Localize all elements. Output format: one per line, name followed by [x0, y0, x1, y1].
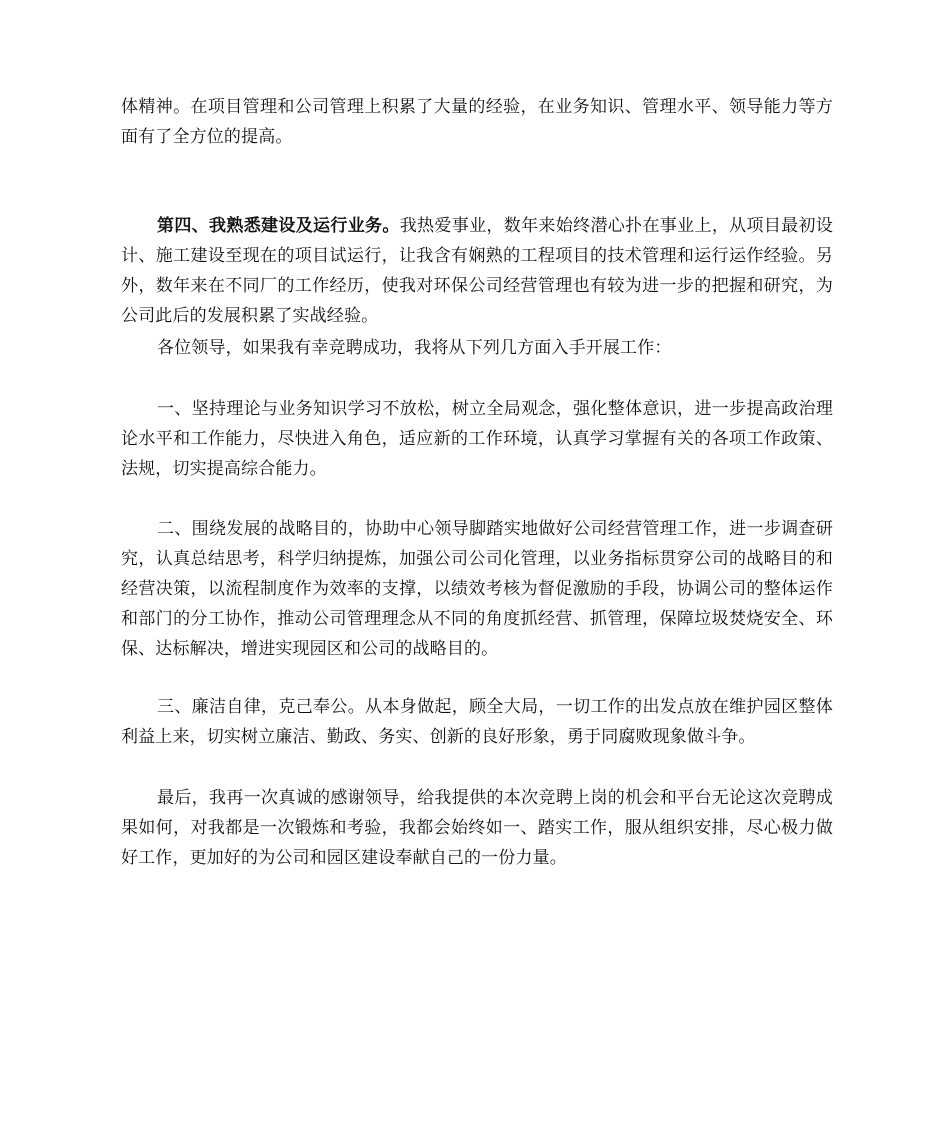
paragraph-text: 二、围绕发展的战略目的，协助中心领导脚踏实地做好公司经营管理工作，进一步调查研究，认真总结思考，科学归纳提炼，加强公司公司化管理，以业务指标贯穿公司的战略目的和经营决策，以流程制度作为效率的支撑，以绩效考核为督促激励的手段，协调公司的整体运作和部门的分工协作，推动公司管理理念从不同的角度抓经营、抓管理，保障垃圾焚烧安全、环保、达标解决，增进实现园区和公司的战略目的。 [121, 519, 833, 659]
paragraph-continuation [121, 92, 833, 152]
paragraph-text: 我热爱事业，数年来始终潜心扑在事业上，从项目最初设计、施工建设至现在的项目试运行，让我含有娴熟的工程项目的技术管理和运行运作经验。另外，数年来在不同厂的工作经历，使我对环保公司经营管理也有较为进一步的把握和研究，为公司此后的发展积累了实战经验。 [121, 216, 833, 326]
paragraph-text: 最后，我再一次真诚的感谢领导，给我提供的本次竞聘上岗的机会和平台无论这次竞聘成果如何，对我都是一次锻炼和考验，我都会始终如一、踏实工作，服从组织安排，尽心极力做好工作，更加好的为公司和园区建设奉献自己的一份力量。 [121, 788, 833, 868]
paragraph-bold-lead: 第四、我熟悉建设及运行业务。 [157, 216, 400, 236]
paragraph-text: 各位领导，如果我有幸竞聘成功，我将从下列几方面入手开展工作： [157, 338, 672, 358]
paragraph-text: 一、坚持理论与业务知识学习不放松，树立全局观念，强化整体意识，进一步提高政治理论水平和工作能力，尽快进入角色，适应新的工作环境，认真学习掌握有关的各项工作政策、法规，切实提高综合能力。 [121, 399, 833, 479]
paragraph-closing [121, 783, 833, 873]
paragraph-point-four [121, 211, 833, 331]
paragraph-plan-two [121, 514, 833, 664]
paragraph-intro-plan [121, 333, 833, 363]
paragraph-text: 体精神。在项目管理和公司管理上积累了大量的经验，在业务知识、管理水平、领导能力等方面有了全方位的提高。 [121, 97, 833, 147]
paragraph-text: 三、廉洁自律，克己奉公。从本身做起，顾全大局，一切工作的出发点放在维护园区整体利益上来，切实树立廉洁、勤政、务实、创新的良好形象，勇于同腐败现象做斗争。 [121, 697, 833, 747]
paragraph-plan-one [121, 394, 833, 484]
paragraph-plan-three [121, 692, 833, 752]
